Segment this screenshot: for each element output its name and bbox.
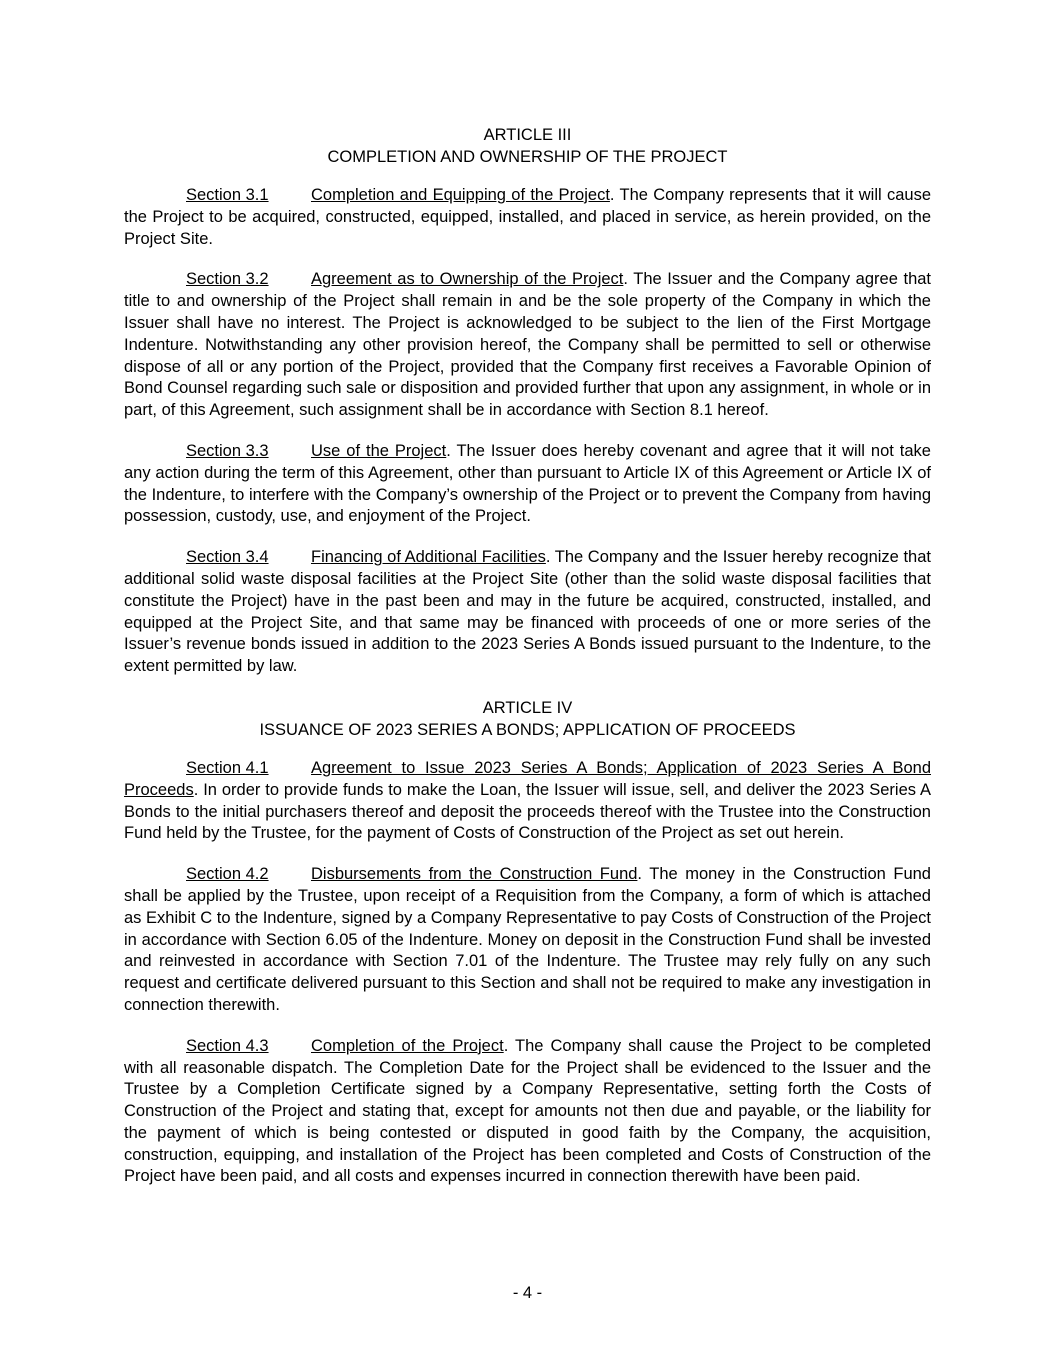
section-3-4 [124,547,931,678]
section-4-2 [124,864,931,1017]
section-heading: Completion and Equipping of the Project [311,186,610,204]
page-content [124,124,931,1207]
section-text: . The Issuer and the Company agree that title to and ownership of the Project shall remain in and be the sole property of the Company in which the Issuer shall have no interest. The Project is acknowledged to be subject to the lien of the First Mortgage Indenture. Notwithstanding any other provision hereof, the Company shall be permitted to sell or otherwise dispose of all or any portion of the Project, provided that the Company first receives a Favorable Opinion of Bond Counsel regarding such sale or disposition and provided further that upon any assignment, in whole or in part, of this Agreement, such assignment shall be in accordance with Section 8.1 hereof. [124,270,932,420]
section-heading: Financing of Additional Facilities [311,548,546,567]
article-4-heading [124,697,931,741]
section-label: Section 4.2 [186,865,269,884]
section-3-1 [124,185,931,250]
section-3-3 [124,441,931,528]
section-4-3 [124,1036,931,1189]
section-label: Section 4.1 [186,758,269,777]
section-label: Section 3.1 [186,186,269,204]
article-number: ARTICLE III [483,126,572,144]
section-label: Section 4.3 [186,1036,269,1055]
article-3-heading [124,124,931,168]
section-4-1 [124,758,931,845]
section-heading: Disbursements from the Construction Fund [311,865,638,884]
section-label: Section 3.4 [186,548,269,567]
section-text: . In order to provide funds to make the Loan, the Issuer will issue, sell, and deliver the 2023 Series A Bonds to the initial purchasers thereof and deposit the proceeds thereof with the Trustee into the Construction Fund held by the Trustee, for the payment of Costs of Construction of the Project as set out herein. [124,780,931,843]
section-label: Section 3.2 [186,270,269,289]
section-text: . The Issuer does hereby covenant and agree that it will not take any action during the term of this Agreement, other than pursuant to Article IX of this Agreement or Article IX of the Indenture, to interfere with the Company’s ownership of the Project or to prevent the Company from having possession, custody, use, and enjoyment of the Project. [124,441,931,526]
section-3-2 [124,269,931,422]
section-heading: Agreement to Issue 2023 Series A Bonds; Application of 2023 Series A Bond Proceeds [124,758,931,799]
article-number: ARTICLE IV [482,698,573,717]
article-title: COMPLETION AND OWNERSHIP OF THE PROJECT [327,148,728,166]
page-number: - 4 - [512,1284,543,1302]
section-heading: Use of the Project [311,441,447,460]
section-text: . The Company shall cause the Project to be completed with all reasonable dispatch. The Completion Date for the Project shall be evidenced to the Issuer and the Trustee by a Completion Certificate signed by a Company Representative, setting forth the Costs of Construction of the Project and stating that, except for amounts not then due and payable, or the liability for the payment of which is being contested or disputed in good faith by the Company, the acquisition, construction, equipping, and installation of the Project has been completed and Costs of Construction of the Project have been paid, and all costs and expenses incurred in connection therewith have been paid. [124,1036,932,1186]
section-heading: Agreement as to Ownership of the Project [311,270,624,289]
section-text: . The money in the Construction Fund shall be applied by the Trustee, upon receipt of a Requisition from the Company, a form of which is attached as Exhibit C to the Indenture, signed by a Company Representative to pay Costs of Construction of the Project in accordance with Section 6.05 of the Indenture. Money on deposit in the Construction Fund shall be invested and reinvested in accordance with Section 7.01 of the Indenture. The Trustee may rely fully on any such request and certificate delivered pursuant to this Section and shall not be required to make any investigation in connection therewith. [124,865,931,1014]
article-title: ISSUANCE OF 2023 SERIES A BONDS; APPLICATION OF PROCEEDS [259,720,796,739]
section-label: Section 3.3 [186,441,269,460]
section-text: . The Company represents that it will cause the Project to be acquired, constructed, equipped, installed, and placed in service, as herein provided, on the Project Site. [124,186,931,248]
section-heading: Completion of the Project [311,1036,504,1055]
section-text: . The Company and the Issuer hereby recognize that additional solid waste disposal facilities at the Project Site (other than the solid waste disposal facilities that constitute the Project) have in the past been and may in the future be acquired, constructed, installed, and equipped at the Project Site, and that same may be financed with proceeds of one or more series of the Issuer’s revenue bonds issued in addition to the 2023 Series A Bonds issued pursuant to the Indenture, to the extent permitted by law. [124,548,931,676]
